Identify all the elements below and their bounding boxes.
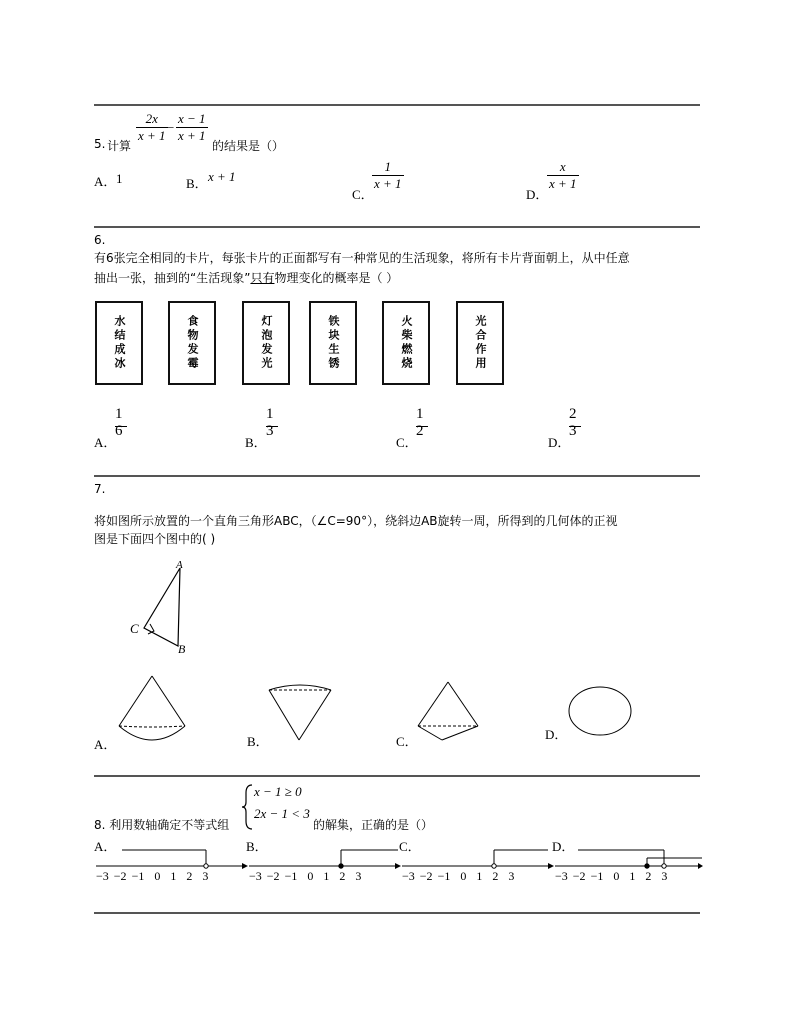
axis-labels-b: −3 −2 −1 0 1 2 3	[249, 869, 362, 883]
divider	[94, 912, 700, 914]
card: 火柴燃烧	[382, 301, 430, 385]
right-triangle-figure	[120, 558, 200, 658]
vertex-label-a: A	[176, 559, 183, 571]
fraction: $\frac{2x}{x + 1}$	[138, 111, 166, 143]
axis-labels-d: −3 −2 −1 0 1 2 3	[555, 869, 668, 883]
minus-sign: −	[167, 120, 175, 135]
option-b[interactable]: B．	[247, 734, 269, 749]
option-d[interactable]: D．	[552, 839, 575, 854]
number-line-d	[555, 850, 703, 869]
option-a[interactable]: A．	[94, 839, 117, 854]
ellipse-figure	[566, 684, 636, 738]
divider	[94, 104, 700, 106]
card: 光合作用	[456, 301, 504, 385]
option-d[interactable]: D．	[545, 727, 568, 742]
question-text: 将如图所示放置的一个直角三角形ABC，（∠C=90°），绕斜边AB旋转一周，所得到的几何体的正视	[94, 514, 618, 528]
option-c[interactable]: C．	[396, 734, 418, 749]
inequality: 2x − 1 < 3	[254, 806, 310, 821]
question-text: 8. 利用数轴确定不等式组	[94, 818, 230, 832]
fraction-bar	[266, 426, 278, 427]
card: 灯泡发光	[242, 301, 290, 385]
fraction: $\frac{x - 1}{x + 1}$	[178, 111, 206, 143]
question-number: 7.	[94, 482, 106, 496]
inequality: x − 1 ≥ 0	[254, 784, 302, 799]
question-text: 的解集，正确的是（）	[313, 818, 434, 832]
inverted-cone-figure	[266, 682, 336, 744]
double-cone-figure	[414, 678, 484, 746]
option-a[interactable]: A．	[94, 737, 117, 752]
number-line-c	[402, 850, 554, 869]
vertex-label-c: C	[130, 621, 139, 636]
divider	[94, 475, 700, 477]
question-number: 5.	[94, 137, 106, 151]
question-text: 有6张完全相同的卡片，每张卡片的正面都写有一种常见的生活现象，将所有卡片背面朝上，从中任意	[94, 251, 630, 265]
divider	[94, 226, 700, 228]
fraction-bar	[115, 426, 127, 427]
question-text: 计算	[107, 139, 132, 153]
question-text: 图是下面四个图中的( )	[94, 532, 216, 546]
cone-up-figure	[114, 672, 190, 748]
fraction-bar	[416, 426, 428, 427]
number-line-a	[96, 850, 248, 869]
axis-labels-c: −3 −2 −1 0 1 2 3	[402, 869, 515, 883]
card: 水结成冰	[95, 301, 143, 385]
question-text: 抽出一张，抽到的“生活现象”只有物理变化的概率是（ ）	[94, 271, 399, 285]
axis-labels-a: −3 −2 −1 0 1 2 3	[96, 869, 209, 883]
question-number: 6.	[94, 233, 106, 247]
number-line-b	[249, 850, 401, 869]
brace-icon	[240, 783, 254, 831]
fraction-bar	[569, 426, 581, 427]
option-c[interactable]: C．	[399, 839, 421, 854]
card: 铁块生锈	[309, 301, 357, 385]
divider	[94, 775, 700, 777]
question-text: 的结果是（）	[212, 139, 285, 153]
option-b[interactable]: B．	[246, 839, 268, 854]
vertex-label-b: B	[178, 642, 186, 656]
card: 食物发霉	[168, 301, 216, 385]
